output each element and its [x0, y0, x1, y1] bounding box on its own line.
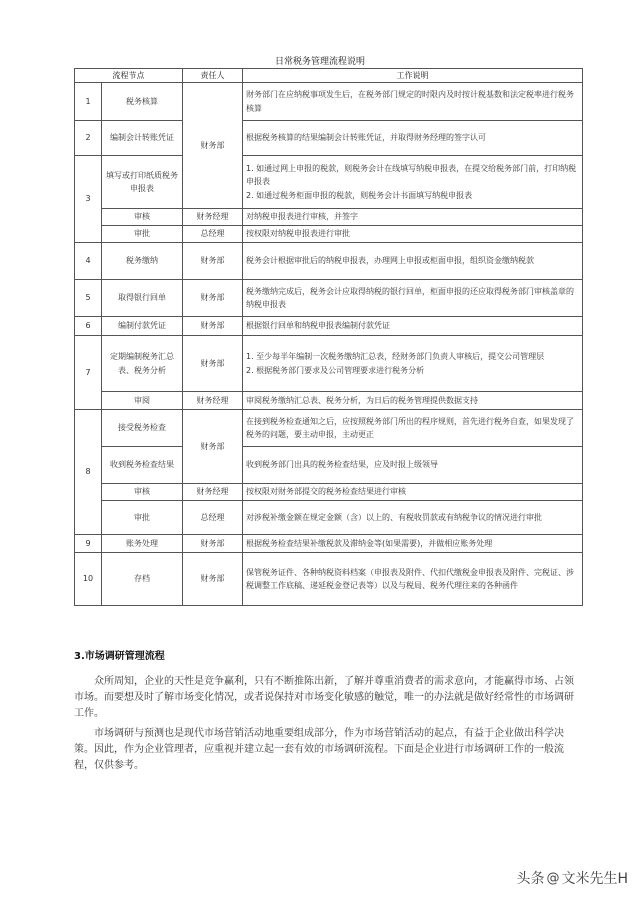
- step-node: 填写或打印纸质税务申报表: [102, 156, 183, 209]
- step-desc: 按权限对财务部提交的税务检查结果进行审核: [243, 484, 583, 501]
- table-row: [75, 226, 583, 243]
- step-resp: 财务部: [183, 336, 243, 392]
- table-row: [75, 280, 583, 317]
- tax-process-table: [74, 68, 583, 606]
- step-desc: 1. 如通过网上申报的税款，则税务会计在线填写纳税申报表，在提交给税务部门前，打印纳税申报表 2. 如通过税务柜面申报的税款，则税务会计书面填写纳税申报表: [243, 156, 583, 209]
- step-desc: 根据银行回单和纳税申报表编制付款凭证: [243, 317, 583, 336]
- step-desc: 收到税务部门出具的税务检查结果，应及时报上级领导: [243, 447, 583, 484]
- table-row: [75, 317, 583, 336]
- header-resp: 责任人: [183, 69, 243, 83]
- step-resp: 财务部: [183, 280, 243, 317]
- step-node: 审核: [102, 484, 183, 501]
- step-resp: 总经理: [183, 226, 243, 243]
- step-number: 7: [75, 336, 102, 410]
- table-row: [75, 553, 583, 606]
- step-resp: 财务经理: [183, 209, 243, 226]
- step-desc: 根据税务核算的结果编制会计转账凭证，并取得财务经理的签字认可: [243, 121, 583, 156]
- at-icon: @: [546, 870, 560, 886]
- step-node: 存档: [102, 553, 183, 606]
- step-node: 取得银行回单: [102, 280, 183, 317]
- table-row: [75, 535, 583, 553]
- step-node: 定期编制税务汇总表、税务分析: [102, 336, 183, 392]
- step-number: 10: [75, 553, 102, 606]
- step-node: 收到税务检查结果: [102, 447, 183, 484]
- step-node: 接受税务检查: [102, 410, 183, 447]
- step-number: 5: [75, 280, 102, 317]
- step-desc: 审阅税务缴纳汇总表、税务分析，为日后的税务管理提供数据支持: [243, 392, 583, 410]
- step-number: 2: [75, 121, 102, 156]
- step-desc: 按权限对纳税申报表进行审批: [243, 226, 583, 243]
- step-node: 税务核算: [102, 83, 183, 121]
- table-row: [75, 83, 583, 121]
- step-number: 1: [75, 83, 102, 121]
- step-resp: 财务部: [183, 83, 243, 209]
- paragraph: 众所周知，企业的天性是竞争赢利，只有不断推陈出新，了解并尊重消费者的需求意向，才能赢得市场、占领市场。而要想及时了解市场变化情况，或者说保持对市场变化敏感的触觉，唯一的办法就是做好经常性的市场调研工作。: [74, 676, 574, 719]
- header-node: 流程节点: [75, 69, 183, 83]
- watermark-author: 文米先生H: [561, 871, 628, 887]
- step-node: 审核: [102, 209, 183, 226]
- step-node: 编制付款凭证: [102, 317, 183, 336]
- step-resp: 财务经理: [183, 392, 243, 410]
- table-row: [75, 336, 583, 392]
- step-node: 审阅: [102, 392, 183, 410]
- step-node: 账务处理: [102, 535, 183, 553]
- table-row: [75, 392, 583, 410]
- watermark: [516, 868, 628, 888]
- step-node: 编制会计转账凭证: [102, 121, 183, 156]
- table-row: [75, 501, 583, 535]
- paragraph: 市场调研与预测也是现代市场营销活动地重要组成部分，作为市场营销活动的起点，有益于企业做出科学决策。因此，作为企业管理者，应重视并建立起一套有效的市场调研流程。下面是企业进行市场调研工作的一般流程，仅供参考。: [74, 728, 564, 771]
- step-desc: 保管税务证件、各种纳税资料档案（申报表及附件、代扣代缴税金申报表及附件、完税证、涉税调整工作底稿、递延税金登记表等）以及与税局、税务代理往来的各种函件: [243, 553, 583, 606]
- step-resp: 财务部: [183, 410, 243, 484]
- table-row: [75, 243, 583, 280]
- step-number: 8: [75, 410, 102, 535]
- table-title: 日常税务管理流程说明: [274, 57, 365, 67]
- step-desc: 税务缴纳完成后，税务会计应取得纳税的银行回单，柜面申报的还应取得税务部门审核盖章的纳税申报表: [243, 280, 583, 317]
- step-desc: 税务会计根据审批后的纳税申报表，办理网上申报或柜面申报，组织资金缴纳税款: [243, 243, 583, 280]
- table-row: [75, 121, 583, 156]
- step-node: 审批: [102, 501, 183, 535]
- table-row: [75, 484, 583, 501]
- step-resp: 总经理: [183, 501, 243, 535]
- step-desc: 财务部门在应纳税事项发生后，在税务部门规定的时限内及时按计税基数和法定税率进行税务核算: [243, 83, 583, 121]
- step-node: 税务缴纳: [102, 243, 183, 280]
- step-desc: 1. 至少每半年编制一次税务缴纳汇总表，经财务部门负责人审核后，提交公司管理层 2. 根据税务部门要求及公司管理要求进行税务分析: [243, 336, 583, 392]
- step-desc: 根据税务检查结果补缴税款及滞纳金等(如果需要)，并做相应账务处理: [243, 535, 583, 553]
- table-header-row: [75, 69, 583, 83]
- step-desc: 在接到税务检查通知之后，应按照税务部门所出的程序规则，首先进行税务自查，如果发现了税务的问题，要主动申报，主动更正: [243, 410, 583, 447]
- step-resp: 财务部: [183, 317, 243, 336]
- section-heading: 3.市场调研管理流程: [74, 651, 165, 662]
- table-row: [75, 156, 583, 209]
- step-number: 3: [75, 156, 102, 243]
- step-number: 9: [75, 535, 102, 553]
- table-row: [75, 447, 583, 484]
- step-resp: 财务部: [183, 243, 243, 280]
- step-resp: 财务经理: [183, 484, 243, 501]
- table-row: [75, 209, 583, 226]
- watermark-prefix: 头条: [516, 871, 545, 887]
- header-desc: 工作说明: [243, 69, 583, 83]
- step-node: 审批: [102, 226, 183, 243]
- step-resp: 财务部: [183, 535, 243, 553]
- step-number: 4: [75, 243, 102, 280]
- step-desc: 对纳税申报表进行审核，并签字: [243, 209, 583, 226]
- step-desc: 对涉税补缴金额在规定金额（含）以上的、有税收罚款或有纳税争议的情况进行审批: [243, 501, 583, 535]
- step-resp: 财务部: [183, 553, 243, 606]
- step-number: 6: [75, 317, 102, 336]
- table-row: [75, 410, 583, 447]
